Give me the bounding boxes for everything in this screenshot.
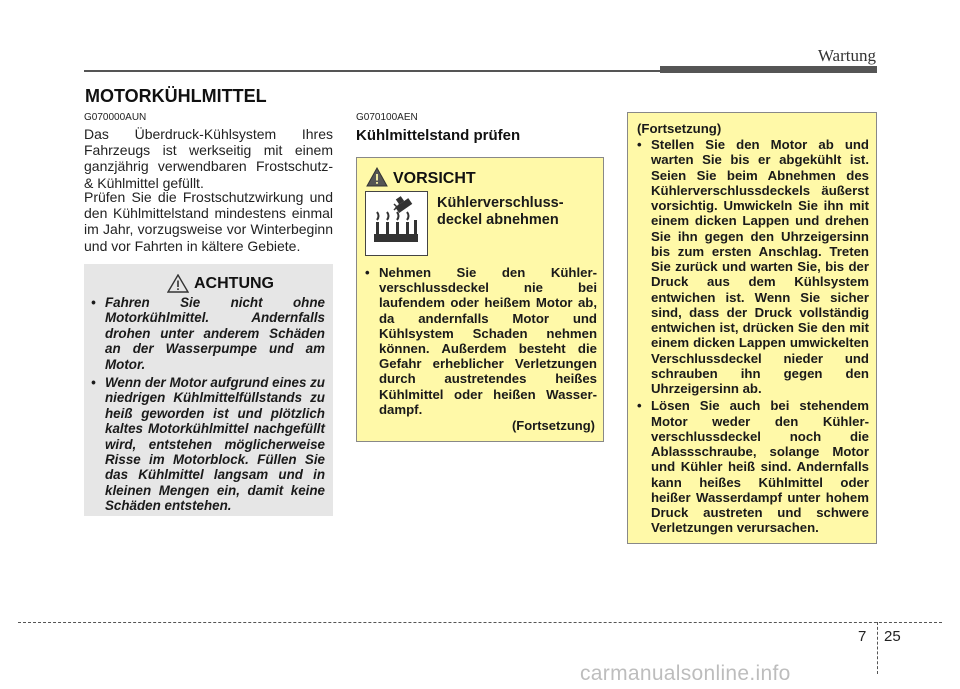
continuation-box bbox=[627, 112, 877, 544]
list-item: • Wenn der Motor aufgrund eines zu niedrigen Kühlmittelfüllstands zu heiß geworden ist und plötzlich kaltes Motorkühlmittel nachgefüllt wird, entstehen möglicherweise Risse im Motorblock. Füllen Sie das Kühlmittel langsam und in kleinen Mengen ein, damit keine Schäden entstehen. bbox=[91, 375, 325, 514]
vorsicht-subtitle bbox=[437, 195, 597, 229]
chapter-number: 7 bbox=[858, 628, 867, 645]
subsection-heading: Kühlmittelstand prüfen bbox=[356, 127, 521, 144]
section-title: MOTORKÜHLMITTEL bbox=[85, 86, 267, 106]
watermark: carmanualsonline.info bbox=[580, 662, 791, 685]
list-item: • Nehmen Sie den Kühler-verschlussdeckel nie bei laufendem oder heißem Motor ab, da andernfalls Motor und Kühlsystem Schaden nehmen können. Außerdem besteht die Gefahr erheblicher Verletzungen durch austretendes heißes Kühlmittel oder heißen Wasser-dampf. bbox=[365, 265, 597, 417]
radiator-cap-hot-icon bbox=[365, 191, 428, 256]
vorsicht-list bbox=[365, 265, 597, 417]
subtitle-line: deckel abnehmen bbox=[437, 212, 559, 228]
warning-triangle-icon bbox=[167, 274, 189, 293]
check-paragraph: Prüfen Sie die Frostschutzwirkung und den Kühlmittelstand mindestens einmal im Jahr, vorzugsweise vor Winterbeginn und vor Fahrten in kältere Gebiete. bbox=[84, 189, 333, 254]
achtung-list bbox=[91, 295, 325, 517]
subtitle-line: Kühlerverschluss- bbox=[437, 195, 564, 211]
footer-rule bbox=[18, 622, 942, 623]
header-title: Wartung bbox=[817, 46, 876, 65]
warning-triangle-icon bbox=[366, 167, 388, 187]
achtung-heading: ACHTUNG bbox=[194, 275, 274, 292]
footer-divider bbox=[877, 622, 878, 674]
vorsicht-box bbox=[356, 157, 604, 442]
subsection-code: G070100AEN bbox=[356, 112, 418, 123]
vorsicht-heading: VORSICHT bbox=[393, 170, 476, 187]
continuation-list bbox=[637, 137, 869, 538]
header-rule bbox=[84, 70, 660, 72]
list-item: • Stellen Sie den Motor ab und warten Sie bis er abgekühlt ist. Seien Sie beim Abnehmen des Kühlerverschlussdeckels äußerst vorsichtig. Umwickeln Sie ihn mit einem dicken Lappen und drehen Sie ihn gegen den Uhrzeigersinn bis zum ersten Anschlag. Treten Sie zurück und warten Sie, bis der Druck aus dem Kühlsystem entwichen ist. Wenn Sie sicher sind, dass der Druck vollständig entwichen ist, drücken Sie den mit einem dicken Lappen umwickelten Verschlussdeckel nieder und schrauben ihn gegen den Uhrzeigersinn ab. bbox=[637, 137, 869, 396]
page-number: 25 bbox=[884, 628, 901, 645]
intro-paragraph: Das Überdruck-Kühlsystem Ihres Fahrzeugs ist werkseitig mit einem ganzjährig verwendbaren Frostschutz- & Kühlmittel gefüllt. bbox=[84, 126, 333, 191]
continued-label: (Fortsetzung) bbox=[637, 121, 722, 136]
achtung-box bbox=[84, 264, 333, 516]
list-item: • Fahren Sie nicht ohne Motorkühlmittel. Andernfalls drohen unter anderem Schäden an der Wasserpumpe und am Motor. bbox=[91, 295, 325, 372]
list-item: • Lösen Sie auch bei stehendem Motor weder den Kühler-verschlussdeckel noch die Ablassschraube, solange Motor und Kühler heiß sind. Andernfalls kann heißes Kühlmittel oder heißer Wasserdampf unter hohem Druck austreten und schwere Verletzungen verursachen. bbox=[637, 398, 869, 535]
section-code: G070000AUN bbox=[84, 112, 147, 123]
continued-label: (Fortsetzung) bbox=[511, 418, 595, 433]
header-rule-bar bbox=[660, 66, 877, 73]
